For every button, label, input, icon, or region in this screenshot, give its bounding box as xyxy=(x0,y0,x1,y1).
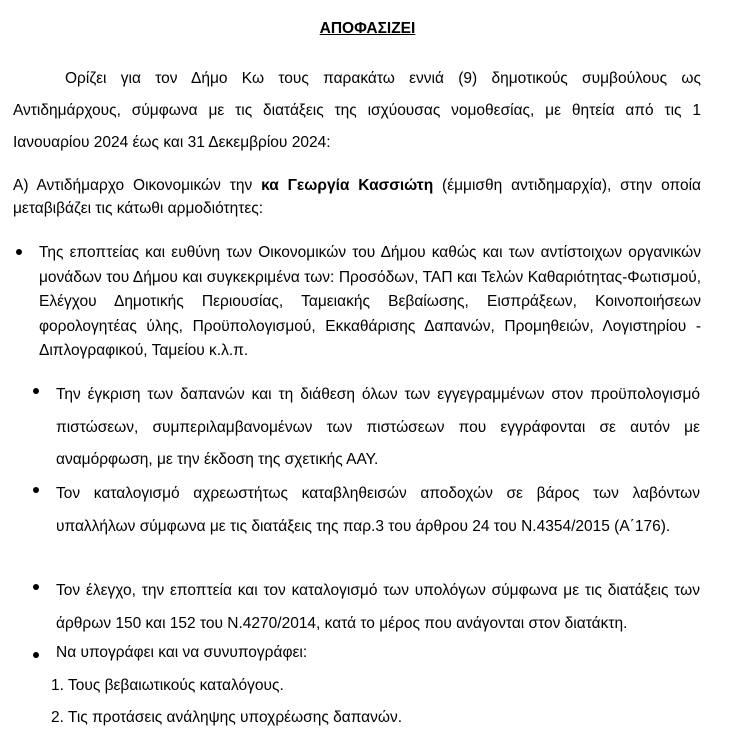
bullet-text: Την έγκριση των δαπανών και τη διάθεση όλων των εγγεγραμμένων στον προϋπολογισμό πιστώσεων, συμπεριλαμβανομένων των πιστώσεων που εγγράφονται σε αυτόν με αναμόρφωση, με την έκδοση της σχετικής ΑΑΥ. xyxy=(56,386,700,468)
section-a-suffix: (έμμισθη αντιδημαρχία), στην οποία μεταβιβάζει τις κάτωθι αρμοδιότητες: xyxy=(13,177,701,217)
bullet-dot-icon xyxy=(33,487,39,493)
bullet-text: Τον έλεγχο, την εποπτεία και τον καταλογισμό των υπολόγων σύμφωνα με τις διατάξεις των άρθρων 150 και 152 του Ν.4270/2014, κατά το μέρος που ανάγονται στον διατάκτη. xyxy=(56,582,700,632)
bullet-text: Της εποπτείας και ευθύνη των Οικονομικών του Δήμου καθώς και των αντίστοιχων οργανικών μονάδων του Δήμου και συγκεκριμένα των: Προσόδων, ΤΑΠ και Τελών Καθαριότητας-Φωτισμού, Ελέγχου Δημοτικής Περιουσίας, Ταμειακής Βεβαίωσης, Εισπράξεων, Κοινοποιήσεων φορολογητέας ύλης, Προϋπολογισμού, Εκκαθάρισης Δαπανών, Προμηθειών, Λογιστηρίου - Διπλογραφικού, Ταμείου κ.λ.π. xyxy=(39,244,701,359)
intro-paragraph: Ορίζει για τον Δήμο Κω τους παρακάτω εννιά (9) δημοτικούς συμβούλους ως Αντιδημάρχους, σύμφωνα με τις διατάξεις της ισχύουσας νομοθεσίας, με θητεία από τις 1 Ιανουαρίου 2024 έως και 31 Δεκεμβρίου 2024: xyxy=(13,70,701,151)
section-a-paragraph xyxy=(13,174,701,220)
numbered-item-1: 1. Τους βεβαιωτικούς καταλόγους. xyxy=(51,677,284,694)
section-a-name: κα Γεωργία Κασσιώτη xyxy=(261,177,434,194)
bullet-dot-icon xyxy=(33,388,39,394)
bullet-dot-icon xyxy=(33,584,39,590)
section-a-prefix: Α) Αντιδήμαρχο Οικονομικών την xyxy=(13,177,262,194)
bullet-text: Να υπογράφει και να συνυπογράφει: xyxy=(56,644,308,661)
bullet-text: Τον καταλογισμό αχρεωστήτως καταβληθεισών αποδοχών σε βάρος των λαβόντων υπαλλήλων σύμφωνα με τις διατάξεις της παρ.3 του άρθρου 24 του Ν.4354/2015 (Α΄176). xyxy=(56,485,700,535)
document-heading: ΑΠΟΦΑΣΙΖΕΙ xyxy=(319,20,416,37)
numbered-item-2: 2. Τις προτάσεις ανάληψης υποχρέωσης δαπανών. xyxy=(51,709,403,726)
bullet-dot-icon xyxy=(16,249,22,255)
bullet-dot-icon xyxy=(33,652,39,658)
